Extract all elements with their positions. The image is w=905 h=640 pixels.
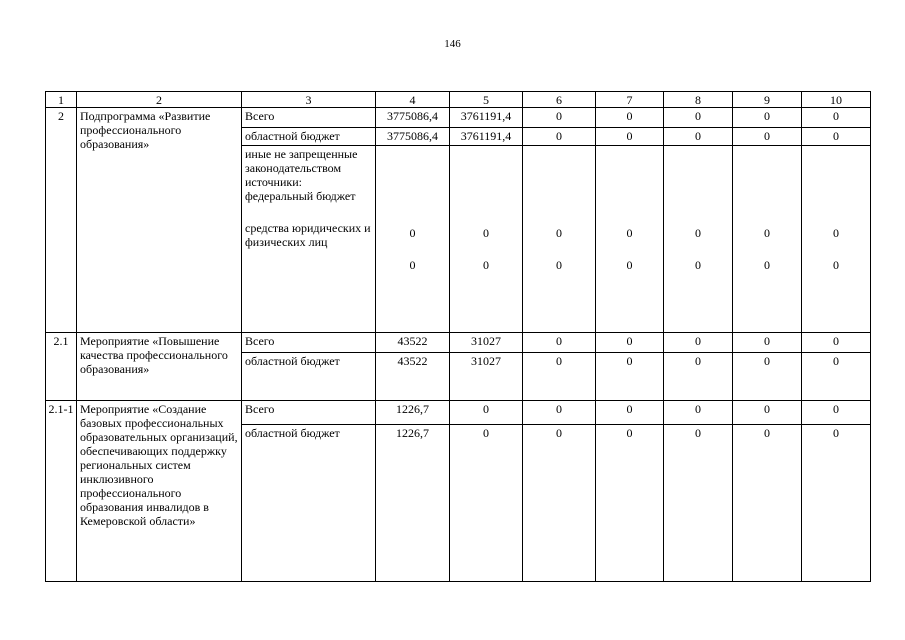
- value-cell: 0: [733, 333, 802, 353]
- legal-value: 0: [483, 258, 489, 272]
- value-cell: 31027: [450, 333, 523, 353]
- legal-value: 0: [409, 258, 416, 272]
- federal-value: 0: [833, 226, 839, 240]
- value-cell: 43522: [376, 353, 450, 401]
- value-cell: 0: [664, 401, 733, 425]
- row-name: Подпрограмма «Развитие профессионального образования»: [77, 108, 242, 333]
- legal-value: 0: [695, 258, 701, 272]
- legal-value: 0: [764, 258, 770, 272]
- value-cell: 0: [596, 108, 664, 128]
- federal-value: 0: [409, 226, 416, 240]
- value-cell: [450, 146, 523, 333]
- value-cell: 3775086,4: [376, 128, 450, 146]
- header-cell: 2: [77, 92, 242, 108]
- value-cell: 0: [733, 353, 802, 401]
- value-cell: 0: [450, 401, 523, 425]
- value-cell: 0: [596, 128, 664, 146]
- legal-value: 0: [626, 258, 633, 272]
- value-cell: 0: [664, 128, 733, 146]
- value-cell: 0: [664, 108, 733, 128]
- header-cell: 7: [596, 92, 664, 108]
- value-cell: 0: [733, 425, 802, 582]
- legal-value: 0: [556, 258, 562, 272]
- header-cell: 3: [242, 92, 376, 108]
- value-cell: 0: [802, 353, 871, 401]
- funding-source-other: [242, 146, 376, 333]
- federal-value: 0: [695, 226, 701, 240]
- value-cell: 0: [523, 128, 596, 146]
- federal-value: 0: [626, 226, 633, 240]
- funding-source: Всего: [242, 108, 376, 128]
- value-cell: 3761191,4: [450, 128, 523, 146]
- header-cell: 6: [523, 92, 596, 108]
- header-cell: 4: [376, 92, 450, 108]
- value-cell: 0: [450, 425, 523, 582]
- table-row: [46, 333, 871, 353]
- funding-source: областной бюджет: [242, 425, 376, 582]
- federal-budget-label: федеральный бюджет: [245, 189, 356, 203]
- value-cell: [664, 146, 733, 333]
- funding-source: областной бюджет: [242, 353, 376, 401]
- federal-value: 0: [556, 226, 562, 240]
- value-cell: 0: [664, 353, 733, 401]
- row-name: Мероприятие «Повышение качества профессионального образования»: [77, 333, 242, 401]
- other-sources-label: иные не запрещенные законодательством источники:: [245, 147, 358, 189]
- header-cell: 1: [46, 92, 77, 108]
- value-cell: [733, 146, 802, 333]
- value-cell: [523, 146, 596, 333]
- table-row: [46, 108, 871, 128]
- value-cell: 0: [596, 401, 664, 425]
- value-cell: 0: [802, 425, 871, 582]
- header-row: [46, 92, 871, 108]
- header-cell: 8: [664, 92, 733, 108]
- value-cell: 0: [664, 333, 733, 353]
- header-cell: 9: [733, 92, 802, 108]
- table-row: [46, 401, 871, 425]
- budget-table: [45, 91, 871, 582]
- value-cell: 0: [802, 333, 871, 353]
- row-code: 2.1: [46, 333, 77, 401]
- value-cell: 0: [523, 425, 596, 582]
- value-cell: 3761191,4: [450, 108, 523, 128]
- funding-source: Всего: [242, 333, 376, 353]
- value-cell: [596, 146, 664, 333]
- value-cell: 0: [802, 108, 871, 128]
- value-cell: [376, 146, 450, 333]
- value-cell: [802, 146, 871, 333]
- value-cell: 1226,7: [376, 401, 450, 425]
- value-cell: 0: [802, 401, 871, 425]
- header-cell: 5: [450, 92, 523, 108]
- federal-value: 0: [483, 226, 489, 240]
- value-cell: 3775086,4: [376, 108, 450, 128]
- value-cell: 0: [596, 425, 664, 582]
- value-cell: 0: [596, 353, 664, 401]
- value-cell: 0: [523, 353, 596, 401]
- funding-source: Всего: [242, 401, 376, 425]
- value-cell: 0: [523, 333, 596, 353]
- value-cell: 0: [802, 128, 871, 146]
- federal-value: 0: [764, 226, 770, 240]
- funding-source: областной бюджет: [242, 128, 376, 146]
- value-cell: 0: [664, 425, 733, 582]
- value-cell: 1226,7: [376, 425, 450, 582]
- legal-value: 0: [833, 258, 839, 272]
- page-number: 146: [444, 38, 461, 50]
- value-cell: 0: [733, 108, 802, 128]
- value-cell: 31027: [450, 353, 523, 401]
- value-cell: 43522: [376, 333, 450, 353]
- value-cell: 0: [733, 401, 802, 425]
- row-name: Мероприятие «Создание базовых профессиональных образовательных организаций, обеспечивающих поддержку региональных систем инклюзивного профессионального образования инвалидов в Кемеровской области»: [77, 401, 242, 582]
- row-code: 2.1-1: [46, 401, 77, 582]
- legal-entities-label: средства юридических и физических лиц: [245, 221, 371, 249]
- value-cell: 0: [596, 333, 664, 353]
- row-code: 2: [46, 108, 77, 333]
- value-cell: 0: [523, 401, 596, 425]
- value-cell: 0: [523, 108, 596, 128]
- value-cell: 0: [733, 128, 802, 146]
- header-cell: 10: [802, 92, 871, 108]
